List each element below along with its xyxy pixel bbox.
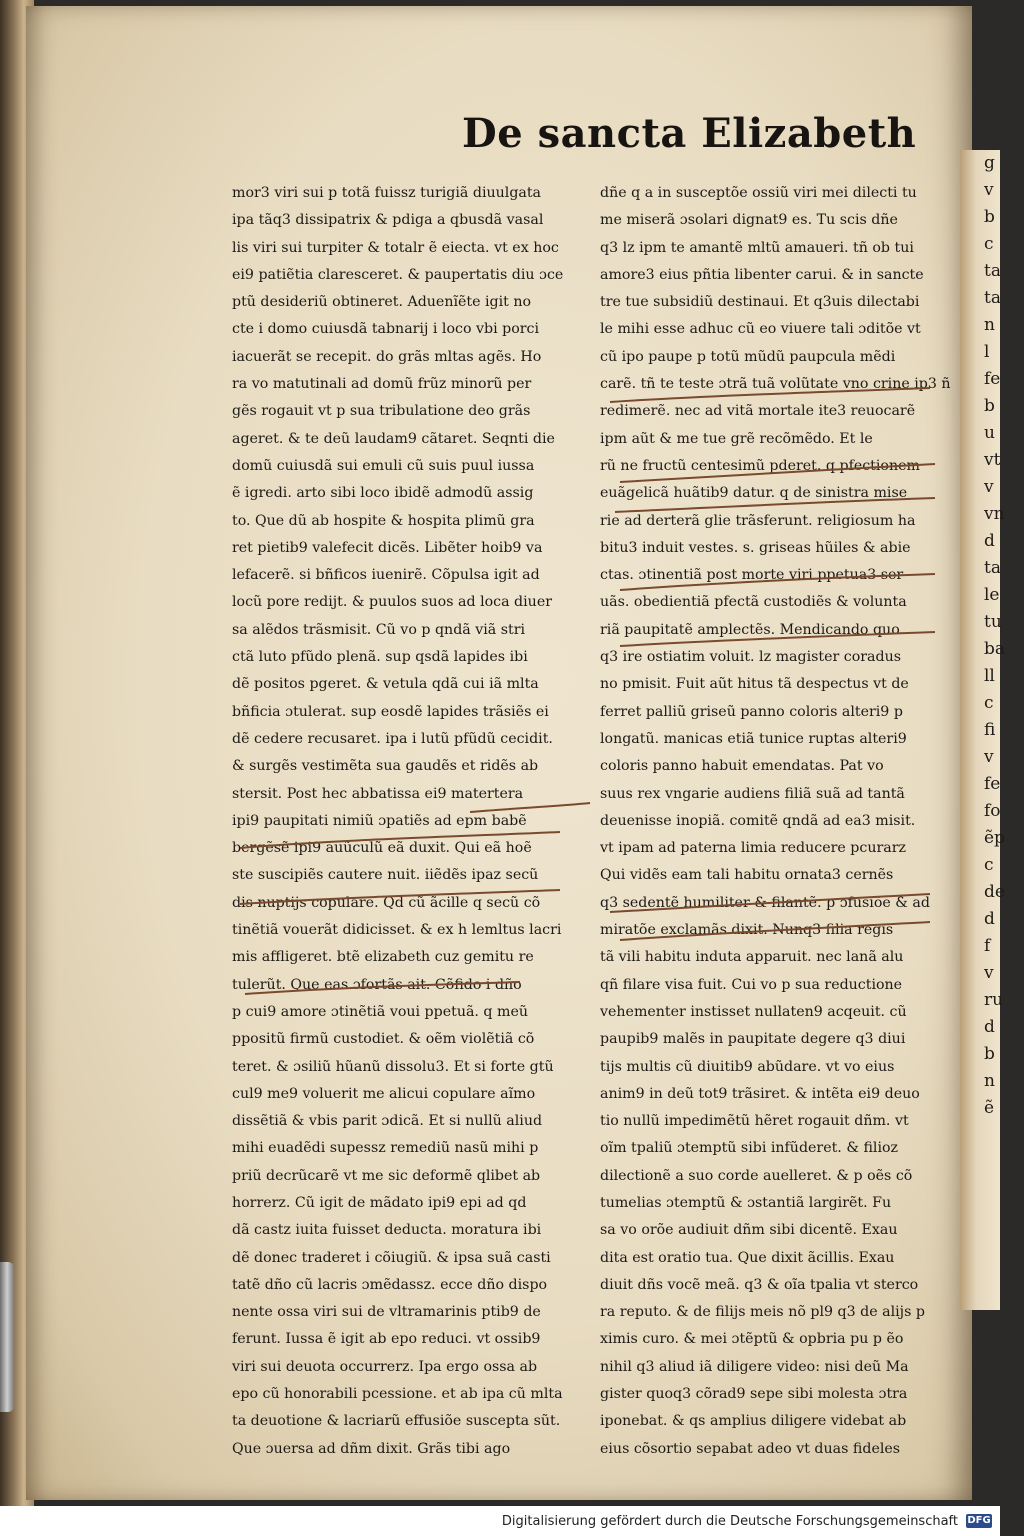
text-line: to. Que dũ ab hospite & hospita plimũ gra xyxy=(232,512,535,529)
text-line: ferret palliũ griseũ panno coloris alteri9 p xyxy=(600,703,903,720)
next-page-text-fragment: v xyxy=(984,180,994,200)
text-line: rũ ne fructũ centesimũ pderet. q pfectionem xyxy=(600,457,920,474)
text-line: q3 sedentẽ humiliter & filantẽ. p ɔfusiõe & ad xyxy=(600,894,930,911)
next-page-text-fragment: c xyxy=(984,855,994,875)
next-page-text-fragment: fo xyxy=(984,801,1001,821)
text-line: me miserã ɔsolari dignat9 es. Tu scis dñe xyxy=(600,212,898,229)
next-page-text-fragment: ẽ xyxy=(984,1098,995,1118)
text-line: ste suscipiẽs cautere nuit. iiẽdẽs ipaz secũ xyxy=(232,867,539,884)
next-page-text-fragment: ta xyxy=(984,261,1001,281)
text-line: domũ cuiusdã sui emuli cũ suis puul iussa xyxy=(232,457,535,474)
text-line: longatũ. manicas etiã tunice ruptas alteri9 xyxy=(600,730,907,747)
text-line: rie ad derterã glie trãsferunt. religiosum ha xyxy=(600,512,916,529)
text-line: iponebat. & qs amplius diligere videbat ab xyxy=(600,1413,907,1430)
text-line: diuit dñs vocẽ meã. q3 & oĩa tpalia vt sterco xyxy=(600,1276,919,1293)
next-page-text-fragment: l xyxy=(984,342,990,362)
text-line: stersit. Post hec abbatissa ei9 matertera xyxy=(232,785,524,802)
text-line: tumelias ɔtemptũ & ɔstantiã largirẽt. Fu xyxy=(600,1194,892,1211)
text-line: dẽ cedere recusaret. ipa i lutũ pfũdũ cecidit. xyxy=(232,730,553,747)
text-line: cul9 me9 voluerit me alicui copulare aĩmo xyxy=(232,1085,536,1102)
digitization-footer xyxy=(0,1506,1000,1536)
text-line: & surgẽs vestimẽta sua gaudẽs et ridẽs ab xyxy=(232,758,539,775)
text-line: nente ossa viri sui de vltramarinis ptib9 de xyxy=(232,1304,541,1321)
text-line: ctas. ɔtinentiã post morte viri ppetua3 ser xyxy=(600,567,904,584)
text-column-right xyxy=(600,180,960,1463)
text-line: mihi euadẽdi supessz remediũ nasũ mihi p xyxy=(232,1140,539,1157)
text-line: suus rex vngarie audiens filiã suã ad tantã xyxy=(600,785,905,802)
text-line: amore3 eius pñtia libenter carui. & in sancte xyxy=(600,266,924,283)
text-line: vt ipam ad paterna limia reducere pcurarz xyxy=(600,840,906,857)
next-page-text-fragment: n xyxy=(984,315,995,335)
text-line: dẽ donec traderet i cõiugiũ. & ipsa suã casti xyxy=(232,1249,551,1266)
next-page-text-fragment: c xyxy=(984,234,994,254)
next-page-text-fragment: n xyxy=(984,1071,995,1091)
next-page-text-fragment: ta xyxy=(984,558,1001,578)
book-page-right-fragment xyxy=(960,150,1006,1310)
text-line: p cui9 amore ɔtinẽtiã voui ppetuã. q meũ xyxy=(232,1003,529,1020)
next-page-text-fragment: v xyxy=(984,477,994,497)
next-page-text-fragment: fi xyxy=(984,720,996,740)
text-line: ferunt. Iussa ẽ igit ab epo reduci. vt ossib9 xyxy=(232,1331,541,1348)
text-line: locũ pore redijt. & puulos suos ad loca diuer xyxy=(232,594,552,611)
text-line: bñficia ɔtulerat. sup eosdẽ lapides trãsiẽs ei xyxy=(232,703,549,720)
text-line: eius cõsortio sepabat adeo vt duas fideles xyxy=(600,1440,901,1457)
text-line: q3 lz ipm te amantẽ mltũ amaueri. tñ ob tui xyxy=(600,239,914,256)
text-line: ta deuotione & lacriarũ effusiõe suscepta sũt. xyxy=(232,1413,561,1430)
next-page-text-fragment: d xyxy=(984,1017,995,1037)
text-line: ptũ desideriũ obtineret. Aduenĩẽte igit no xyxy=(232,294,532,311)
text-line: lis viri sui turpiter & totalr ẽ eiecta. vt ex hoc xyxy=(232,239,559,256)
text-line: epo cũ honorabili pcessione. et ab ipa cũ mlta xyxy=(232,1386,563,1403)
text-line: oĩm tpaliũ ɔtemptũ sibi infũderet. & filioz xyxy=(600,1140,899,1157)
binding-clip xyxy=(0,1262,14,1412)
text-line: horrerz. Cũ igit de mãdato ipi9 epi ad qd xyxy=(232,1194,527,1211)
text-line: tio nullũ impedimẽtũ hẽret rogauit dñm. vt xyxy=(600,1113,909,1130)
next-page-text-fragment: le xyxy=(984,585,1000,605)
next-page-text-fragment: v xyxy=(984,747,994,767)
text-line: dã castz iuita fuisset deducta. moratura ibi xyxy=(232,1222,542,1239)
next-page-text-fragment: fe xyxy=(984,774,1001,794)
text-line: mor3 viri sui p totã fuissz turigiã diuulgata xyxy=(232,185,542,201)
text-line: paupib9 malẽs in paupitate degere q3 diui xyxy=(600,1031,906,1048)
text-line: coloris panno habuit emendatas. Pat vo xyxy=(600,758,884,775)
text-line: tinẽtiã vouerãt didicisset. & ex h lemltus lacri xyxy=(232,922,562,939)
text-line: cũ ipo paupe p totũ mũdũ paupcula mẽdi xyxy=(600,348,896,365)
text-line: deuenisse inopiã. comitẽ qndã ad ea3 misit. xyxy=(600,812,916,829)
text-line: tatẽ dño cũ lacris ɔmẽdassz. ecce dño dispo xyxy=(232,1276,548,1293)
text-line: miratõe exclamãs dixit. Nunq3 filia regis xyxy=(600,922,894,939)
text-line: qñ filare visa fuit. Cui vo p sua reductione xyxy=(600,976,903,993)
text-line: dñe q a in susceptõe ossiũ viri mei dilecti tu xyxy=(600,185,917,201)
next-page-text-fragment: de xyxy=(984,882,1005,902)
next-page-text-fragment: fe xyxy=(984,369,1001,389)
text-line: ipm aũt & me tue grẽ recõmẽdo. Et le xyxy=(600,430,873,447)
text-line: Qui vidẽs eam tali habitu ornata3 cernẽs xyxy=(600,867,894,884)
text-line: q3 ire ostiatim voluit. lz magister coradus xyxy=(600,649,902,666)
text-line: tre tue subsidiũ destinaui. Et q3uis dilectabi xyxy=(600,294,920,311)
text-line: gister quoq3 cõrad9 sepe sibi molesta ɔtra xyxy=(600,1386,908,1403)
text-line: ei9 patiẽtia claresceret. & paupertatis diu ɔce xyxy=(232,266,564,283)
text-line: redimerẽ. nec ad vitã mortale ite3 reuocarẽ xyxy=(600,403,916,420)
next-page-text-fragment: d xyxy=(984,909,995,929)
text-line: ppositũ firmũ custodiet. & oẽm violẽtiã cõ xyxy=(232,1031,535,1048)
text-line: bitu3 induit vestes. s. griseas hũiles & abie xyxy=(600,539,911,556)
next-page-text-fragment: g xyxy=(984,153,995,173)
text-line: Que ɔuersa ad dñm dixit. Grãs tibi ago xyxy=(232,1440,511,1457)
text-line: le mihi esse adhuc cũ eo viuere tali ɔditõe vt xyxy=(600,321,921,338)
next-page-text-fragment: ru xyxy=(984,990,1004,1010)
next-page-text-fragment: u xyxy=(984,423,995,443)
text-line: ret pietib9 valefecit dicẽs. Libẽter hoib9 va xyxy=(232,539,543,556)
text-line: ipa tãq3 dissipatrix & pdiga a qbusdã vasal xyxy=(232,212,544,229)
next-page-text-fragment: b xyxy=(984,1044,995,1064)
text-line: uãs. obedientiã pfectã custodiẽs & volunta xyxy=(600,594,907,611)
next-page-text-fragment: vt xyxy=(984,450,1001,470)
text-line: tijs multis cũ diuitib9 abũdare. vt vo eius xyxy=(600,1058,895,1075)
text-line: ẽ igredi. arto sibi loco ibidẽ admodũ assig xyxy=(232,485,534,502)
text-line: dẽ positos pgeret. & vetula qdã cui iã mlta xyxy=(232,676,539,693)
text-line: ra vo matutinali ad domũ frũz minorũ per xyxy=(232,376,532,393)
text-line: vehementer instisset nullaten9 acqeuit. cũ xyxy=(600,1003,907,1020)
next-page-text-fragment: f xyxy=(984,936,991,956)
text-line: priũ decrũcarẽ vt me sic deformẽ qlibet ab xyxy=(232,1167,541,1184)
text-line: nihil q3 aliud iã diligere video: nisi deũ Ma xyxy=(600,1358,909,1375)
text-line: iacuerãt se recepit. do grãs mltas agẽs. Ho xyxy=(232,348,542,365)
text-line: ageret. & te deũ laudam9 cãtaret. Seqnti die xyxy=(232,430,555,447)
next-page-text-fragment: b xyxy=(984,207,995,227)
footer-credit-text: Digitalisierung gefördert durch die Deutsche Forschungsgemeinschaft xyxy=(501,1513,958,1529)
next-page-text-fragment: tu xyxy=(984,612,1002,632)
next-page-text-fragment: ll xyxy=(984,666,995,686)
text-line: dissẽtiã & vbis parit ɔdicã. Et si nullũ aliud xyxy=(232,1113,543,1130)
text-line: tã vili habitu induta apparuit. nec lanã alu xyxy=(600,949,904,966)
text-line: anim9 in deũ tot9 trãsiret. & intẽta ei9 deuo xyxy=(600,1085,920,1102)
text-line: no pmisit. Fuit aũt hitus tã despectus vt de xyxy=(600,676,909,693)
next-page-text-fragment: b xyxy=(984,396,995,416)
next-page-text-fragment: ta xyxy=(984,288,1001,308)
text-line: gẽs rogauit vt p sua tribulatione deo grãs xyxy=(232,403,531,420)
text-line: teret. & ɔsiliũ hũanũ dissolu3. Et si forte gtũ xyxy=(232,1058,554,1075)
running-header: De sancta Elizabeth xyxy=(462,110,917,157)
text-line: riã paupitatẽ amplectẽs. Mendicando quo xyxy=(600,621,900,638)
text-line: dilectionẽ a suo corde auelleret. & p oẽs cõ xyxy=(600,1167,913,1184)
next-page-text-fragment: ẽp xyxy=(984,828,1005,848)
next-page-text-fragment: d xyxy=(984,531,995,551)
text-line: ctã luto pfũdo plenã. sup qsdã lapides ibi xyxy=(232,649,528,666)
text-line: ipi9 paupitati nimiũ ɔpatiẽs ad epm babẽ xyxy=(232,812,527,829)
next-page-text-fragment: vn xyxy=(984,504,1005,524)
text-line: viri sui deuota occurrerz. Ipa ergo ossa ab xyxy=(232,1358,538,1375)
text-line: mis affligeret. btẽ elizabeth cuz gemitu re xyxy=(232,949,534,966)
text-line: lefacerẽ. si bñficos iuenirẽ. Cõpulsa igit ad xyxy=(232,567,540,584)
text-line: euãgelicã huãtib9 datur. q de sinistra mise xyxy=(600,485,908,502)
text-line: tulerũt. Que eas ɔfortãs ait. Cõfido i dño xyxy=(232,976,522,993)
text-line: sa vo orõe audiuit dñm sibi dicentẽ. Exau xyxy=(600,1222,898,1239)
text-line: bergẽsẽ ipi9 auũculũ eã duxit. Qui eã hoẽ xyxy=(232,840,532,857)
text-line: ra reputo. & de filijs meis nõ pl9 q3 de alijs p xyxy=(600,1304,925,1321)
text-line: sa alẽdos trãsmisit. Cũ vo p qndã viã stri xyxy=(232,621,526,638)
text-line: dis nuptijs copulare. Qd cũ ãcille q secũ cõ xyxy=(232,894,541,911)
text-line: dita est oratio tua. Que dixit ãcillis. Exau xyxy=(600,1249,895,1266)
next-page-text-fragment: c xyxy=(984,693,994,713)
text-line: cte i domo cuiusdã tabnarij i loco vbi porci xyxy=(232,321,540,338)
text-line: carẽ. tñ te teste ɔtrã tuã volũtate vno crine ip3 ñ xyxy=(600,376,951,393)
dfg-logo: DFG xyxy=(967,1515,991,1526)
text-line: ximis curo. & mei ɔtẽptũ & opbria pu p ẽo xyxy=(600,1331,904,1348)
text-column-left xyxy=(232,180,592,1463)
next-page-text-fragment: ba xyxy=(984,639,1006,659)
next-page-text-fragment: v xyxy=(984,963,994,983)
